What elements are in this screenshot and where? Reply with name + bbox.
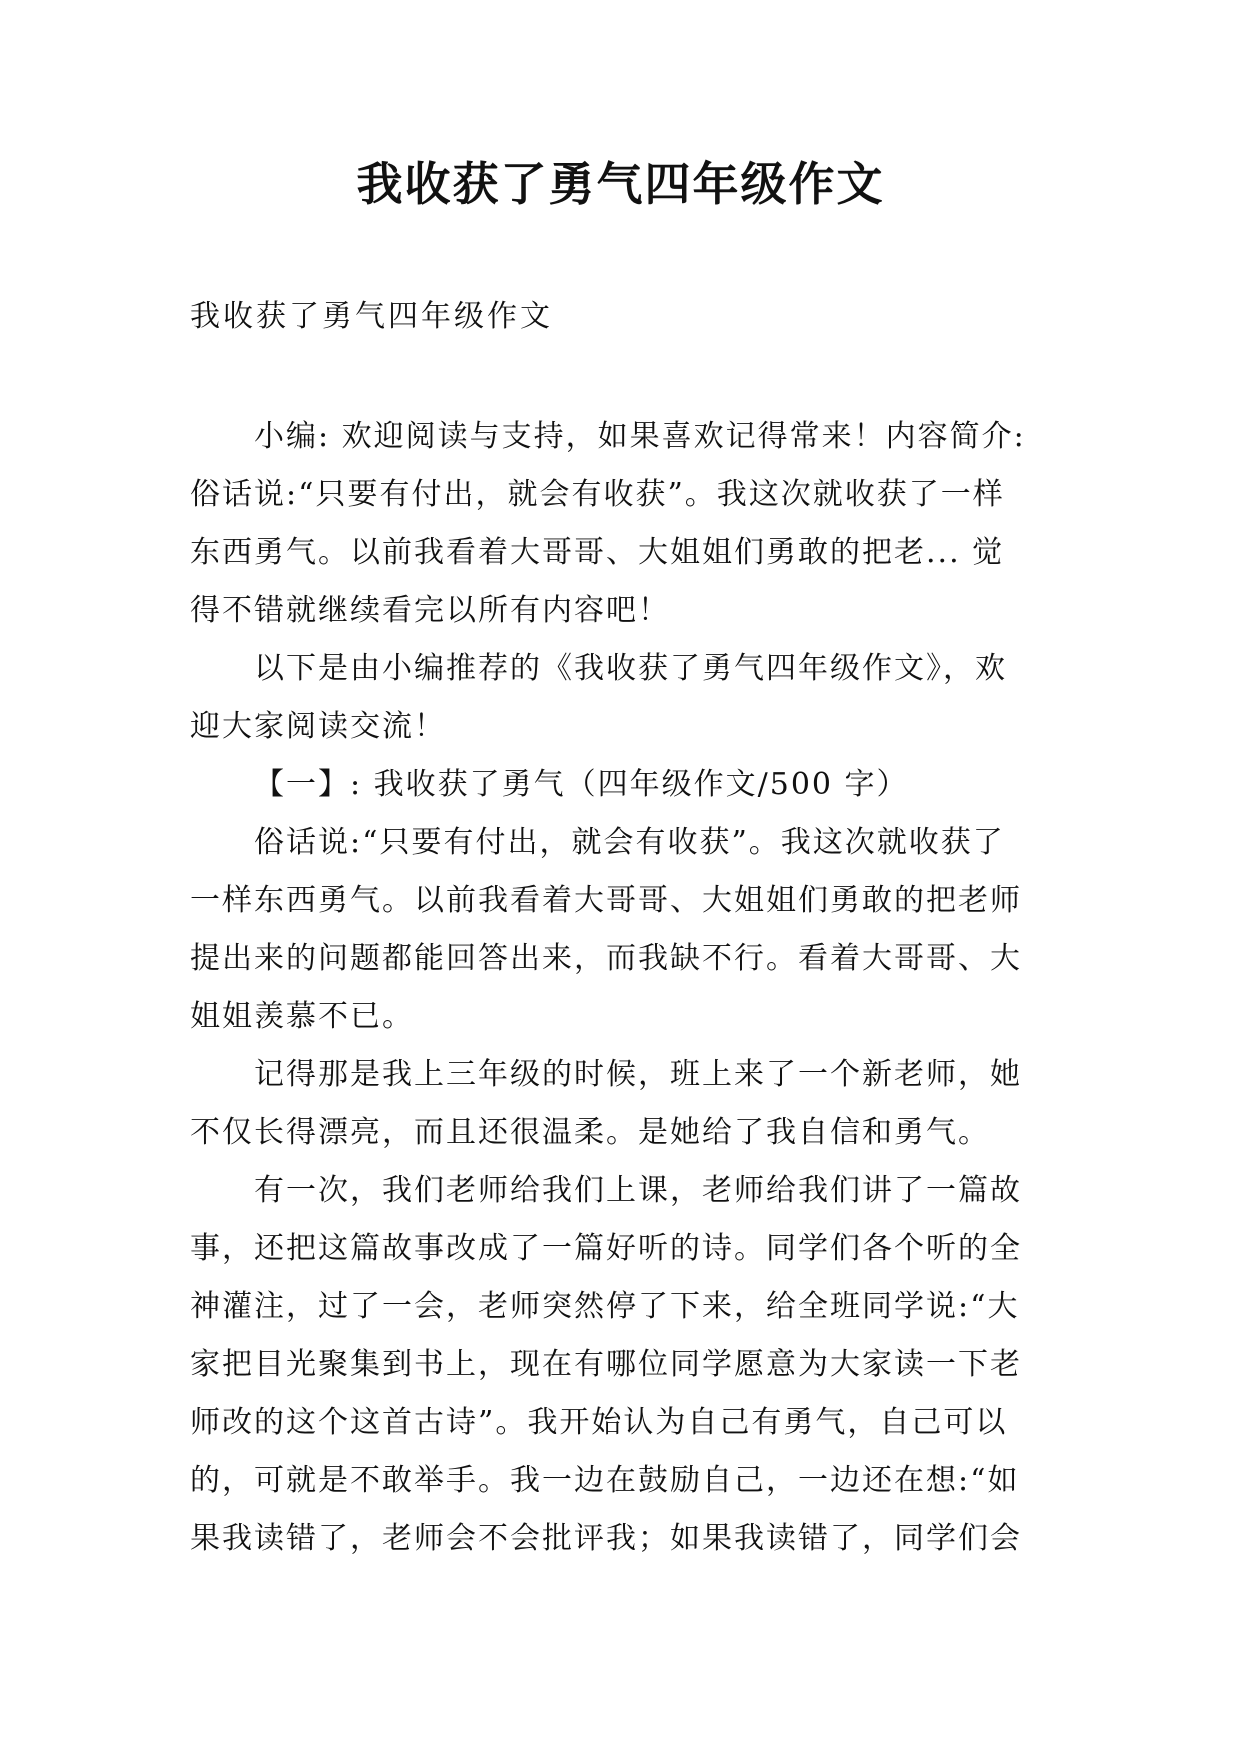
text-line: 姐姐羡慕不已。 xyxy=(190,999,414,1034)
document-subtitle: 我收获了勇气四年级作文 xyxy=(190,299,553,334)
text-line: 俗话说:“只要有付出，就会有收获”。我这次就收获了 xyxy=(254,825,1005,860)
text-line: 果我读错了，老师会不会批评我；如果我读错了，同学们会 xyxy=(190,1521,1022,1556)
text-line: 小编: 欢迎阅读与支持，如果喜欢记得常来！内容简介: xyxy=(254,419,1026,454)
text-line: 迎大家阅读交流！ xyxy=(190,709,446,744)
text-line: 家把目光聚集到书上，现在有哪位同学愿意为大家读一下老 xyxy=(190,1347,1022,1382)
document-title: 我收获了勇气四年级作文 xyxy=(356,157,885,211)
text-line: 得不错就继续看完以所有内容吧！ xyxy=(190,593,670,628)
text-line: 有一次，我们老师给我们上课，老师给我们讲了一篇故 xyxy=(254,1173,1022,1208)
document-body xyxy=(190,408,1050,1568)
text-line: 神灌注，过了一会，老师突然停了下来，给全班同学说:“大 xyxy=(190,1289,1020,1324)
text-line: 【一】: 我收获了勇气（四年级作文/500 字） xyxy=(254,767,909,802)
text-line: 以下是由小编推荐的《我收获了勇气四年级作文》，欢 xyxy=(254,651,1007,686)
text-line: 东西勇气。以前我看着大哥哥、大姐姐们勇敢的把老... 觉 xyxy=(190,535,1005,570)
text-line: 一样东西勇气。以前我看着大哥哥、大姐姐们勇敢的把老师 xyxy=(190,883,1022,918)
text-line: 记得那是我上三年级的时候，班上来了一个新老师，她 xyxy=(254,1057,1022,1092)
text-line: 事，还把这篇故事改成了一篇好听的诗。同学们各个听的全 xyxy=(190,1231,1022,1266)
text-line: 的，可就是不敢举手。我一边在鼓励自己，一边还在想:“如 xyxy=(190,1463,1020,1498)
text-line: 不仅长得漂亮，而且还很温柔。是她给了我自信和勇气。 xyxy=(190,1115,990,1150)
text-line: 师改的这个这首古诗”。我开始认为自己有勇气，自己可以 xyxy=(190,1405,1008,1440)
text-line: 提出来的问题都能回答出来，而我缺不行。看着大哥哥、大 xyxy=(190,941,1022,976)
text-line: 俗话说:“只要有付出，就会有收获”。我这次就收获了一样 xyxy=(190,477,1005,512)
